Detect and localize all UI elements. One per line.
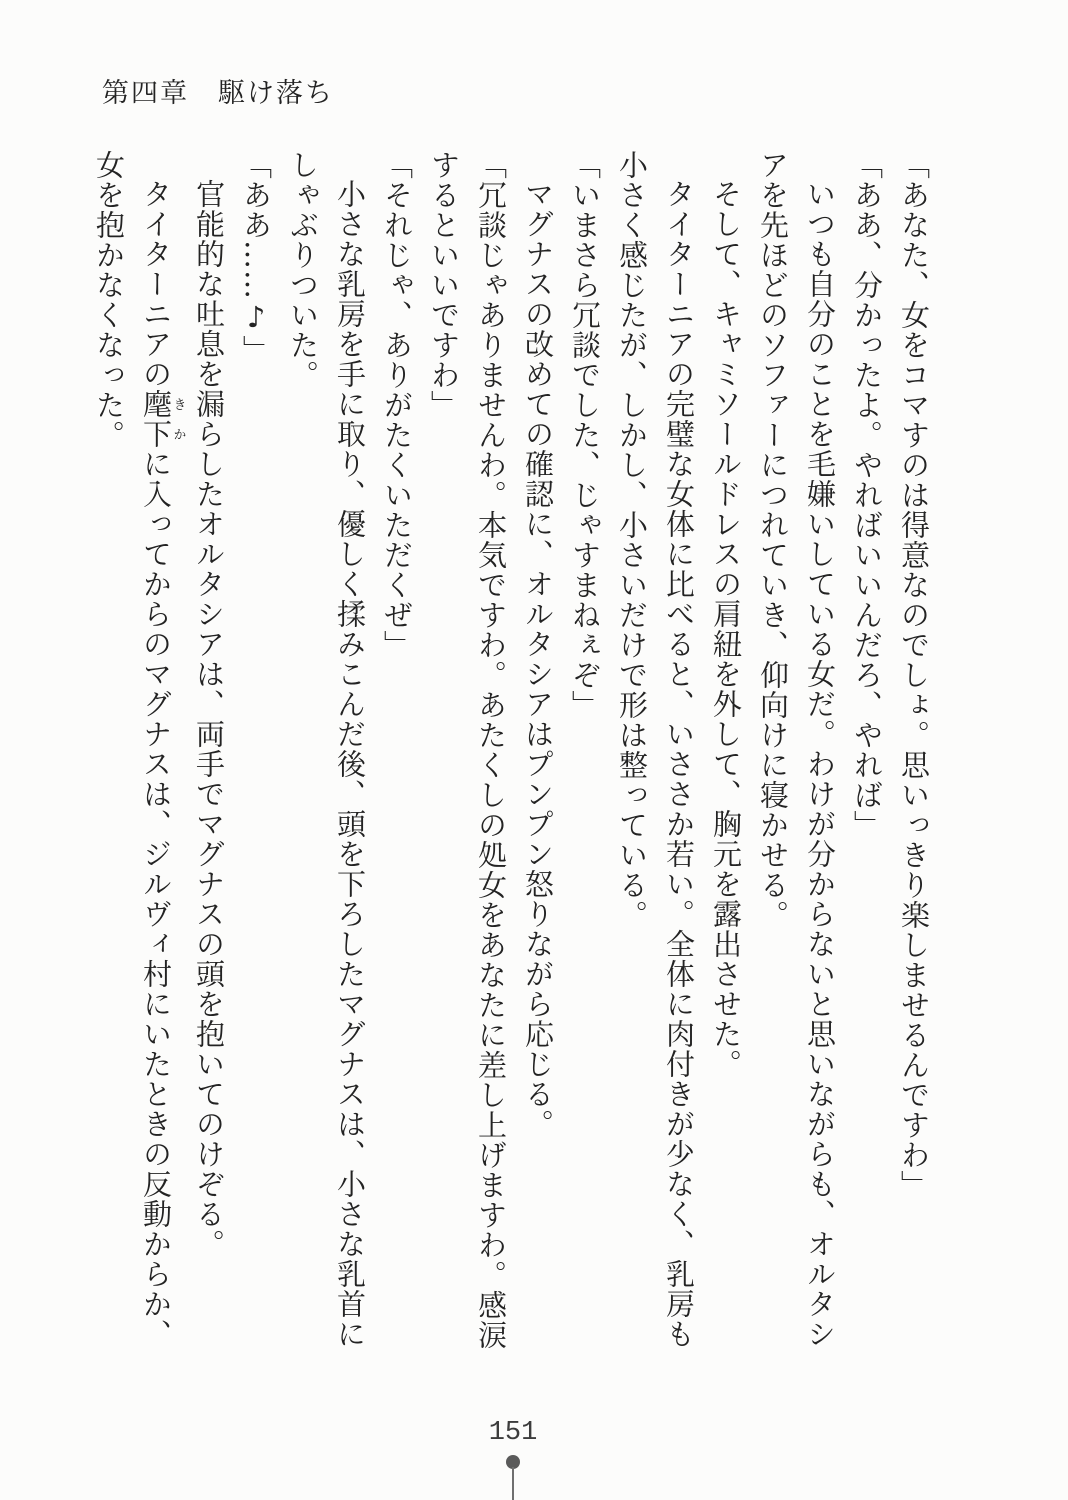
narrative-line: いつも自分のことを毛嫌いしている女だ。わけが分からないと思いながらも、オルタシアを先ほどのソファーにつれていき、仰向けに寝かせる。 (756, 150, 837, 1349)
ruby-furigana: きか (170, 389, 186, 449)
page-number: 151 (488, 1418, 538, 1448)
narrative-line-with-ruby (85, 150, 185, 1360)
dialogue-line: 「冗談じゃありませんわ。本気ですわ。あたくしの処女をあなたに差し上げますわ。感涙するといいですわ」 (427, 150, 508, 1350)
ruby-pre-text: タイターニアの (139, 179, 173, 389)
dialogue-line: 「いまさら冗談でした、じゃすまねぇぞ」 (568, 150, 602, 720)
dialogue-line: 「それじゃ、ありがたくいただくぜ」 (380, 150, 414, 660)
dialogue-line: 「ああ……♪」 (239, 150, 273, 365)
dialogue-line: 「あなた、女をコマすのは得意なのでしょ。思いっきり楽しませるんですわ」 (897, 150, 931, 1200)
ruby-term (139, 389, 186, 449)
narrative-line: タイターニアの完璧な女体に比べると、いささか若い。全体に肉付きが少なく、乳房も小さく感じたが、しかし、小さいだけで形は整っている。 (615, 150, 696, 1349)
folio-stem-ornament (512, 1467, 514, 1500)
ruby-post-text: に入ってからのマグナスは、ジルヴィ村にいたときの反動からか、女を抱かなくなった。 (92, 150, 173, 1349)
chapter-header: 第四章 駆け落ち (102, 78, 334, 109)
dialogue-line: 「ああ、分かったよ。やればいいんだろ、やれば」 (850, 150, 884, 840)
body-text (85, 150, 937, 1360)
narrative-line: 小さな乳房を手に取り、優しく揉みこんだ後、頭を下ろしたマグナスは、小さな乳首にしゃぶりついた。 (286, 150, 367, 1349)
narrative-line: そして、キャミソールドレスの肩紐を外して、胸元を露出させた。 (709, 179, 743, 1079)
narrative-line: マグナスの改めての確認に、オルタシアはプンプン怒りながら応じる。 (521, 179, 555, 1139)
narrative-line: 官能的な吐息を漏らしたオルタシアは、両手でマグナスの頭を抱いてのけぞる。 (192, 179, 226, 1259)
ruby-base: 麾下 (139, 389, 173, 449)
